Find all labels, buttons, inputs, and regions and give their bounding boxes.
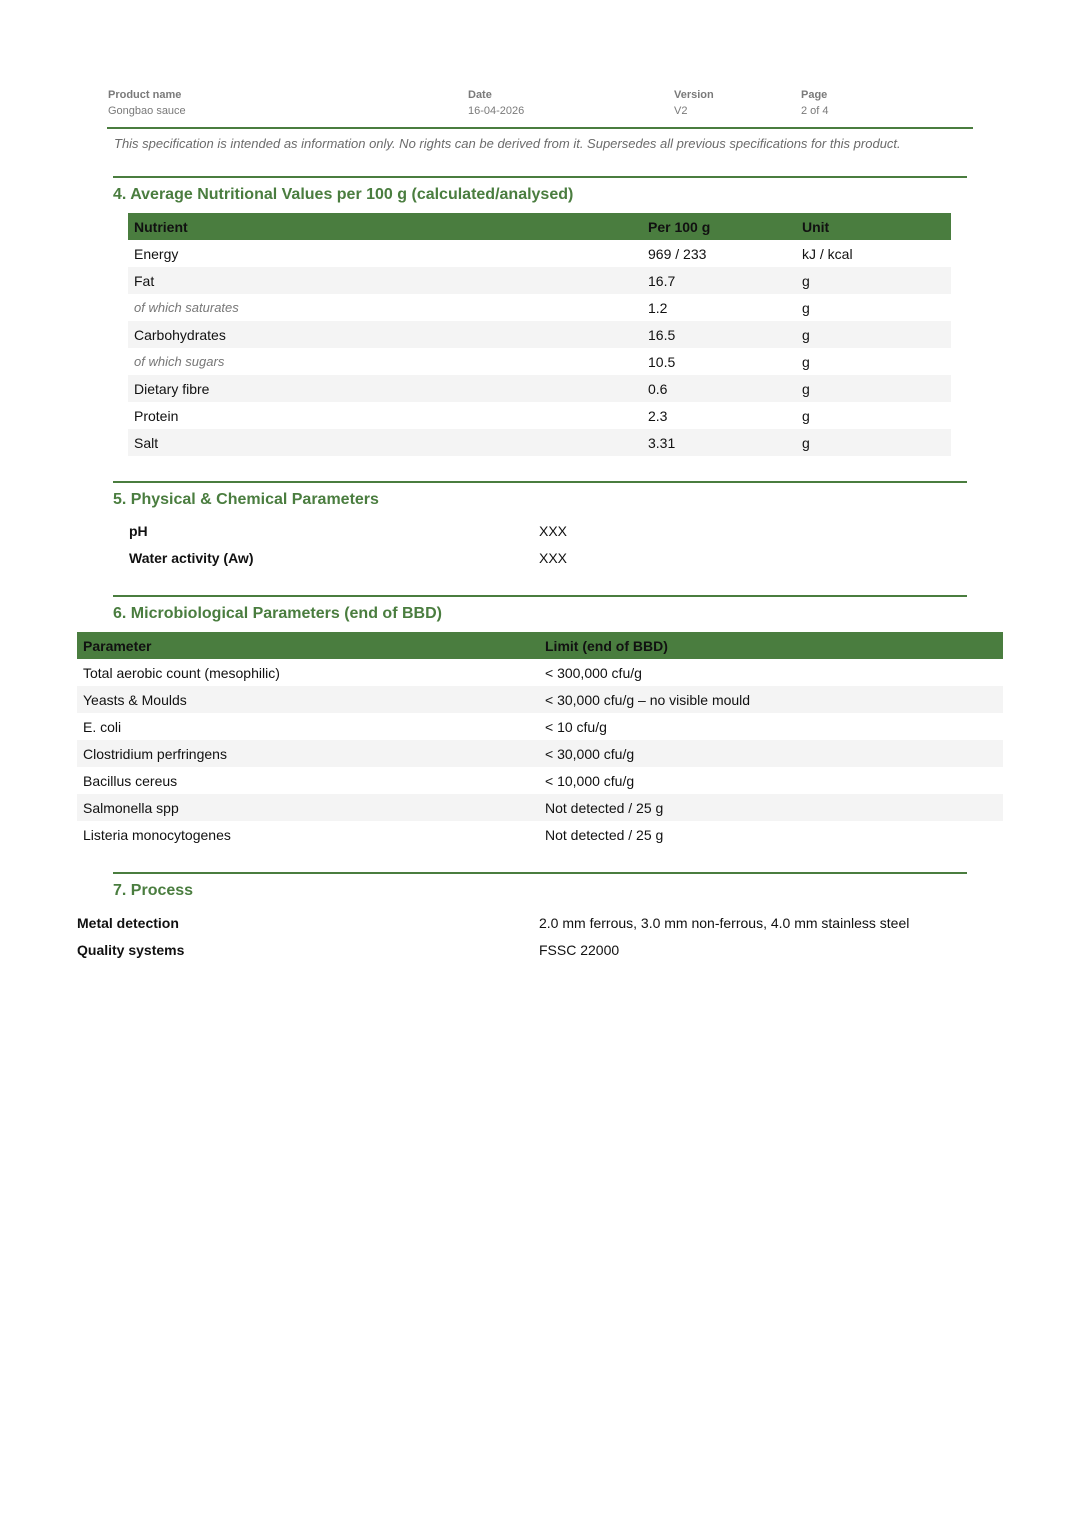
water-activity-label: Water activity (Aw) (129, 550, 254, 566)
nutrient-value: 2.3 (648, 407, 668, 424)
table-row (128, 402, 951, 429)
quality-systems-label: Quality systems (77, 942, 185, 958)
table-row (77, 713, 1003, 740)
nutrient-unit: g (796, 267, 951, 294)
parameter-limit: < 300,000 cfu/g (545, 664, 642, 681)
nutrient-name: Protein (134, 407, 179, 424)
nutrient-name: of which sugars (134, 354, 225, 369)
table-row (128, 348, 951, 375)
nutrient-value: 16.7 (642, 267, 796, 294)
page-value: 2 of 4 (801, 105, 829, 117)
parameter-limit: < 30,000 cfu/g (539, 740, 1003, 767)
section6-divider (113, 595, 967, 597)
nutrition-table (128, 213, 951, 456)
section6-title: 6. Microbiological Parameters (end of BBD) (113, 605, 442, 622)
table-row (128, 321, 951, 348)
nutrient-name: Dietary fibre (128, 375, 642, 402)
table-row (77, 794, 1003, 821)
col-per100: Per 100 g (642, 213, 796, 240)
parameter-name: Yeasts & Moulds (77, 686, 539, 713)
table-row (77, 686, 1003, 713)
micro-header-row (77, 632, 1003, 659)
version-value: V2 (674, 105, 688, 117)
disclaimer: This specification is intended as information only. No rights can be derived from it. Supersedes all previous specifications for this product. (114, 136, 901, 151)
nutrient-value: 0.6 (642, 375, 796, 402)
nutrient-unit: g (796, 429, 951, 456)
metal-detection-label: Metal detection (77, 915, 179, 931)
page-label: Page (801, 89, 828, 101)
product-name-value: Gongbao sauce (108, 105, 186, 117)
section4-title: 4. Average Nutritional Values per 100 g (calculated/analysed) (113, 186, 574, 203)
table-row (128, 294, 951, 321)
col-unit: Unit (796, 213, 951, 240)
nutrient-unit: g (802, 353, 810, 370)
parameter-limit: < 30,000 cfu/g – no visible mould (539, 686, 1003, 713)
parameter-limit: < 10 cfu/g (545, 718, 607, 735)
nutrient-unit: g (796, 375, 951, 402)
parameter-limit: Not detected / 25 g (539, 794, 1003, 821)
microbiology-table (77, 632, 1003, 848)
table-row (128, 375, 951, 402)
nutrient-name: of which saturates (134, 300, 239, 315)
col-nutrient: Nutrient (128, 213, 642, 240)
nutrient-name: Carbohydrates (128, 321, 642, 348)
parameter-limit: Not detected / 25 g (545, 826, 664, 843)
nutrient-value: 16.5 (642, 321, 796, 348)
parameter-name: Listeria monocytogenes (83, 826, 231, 843)
section4-divider (113, 176, 967, 178)
section5-title: 5. Physical & Chemical Parameters (113, 491, 379, 508)
ph-value: XXX (539, 523, 568, 539)
nutrient-value: 1.2 (648, 299, 668, 316)
parameter-name: Total aerobic count (mesophilic) (83, 664, 280, 681)
date-value: 16-04-2026 (468, 105, 525, 117)
parameter-limit: < 10,000 cfu/g (545, 772, 635, 789)
table-row (128, 240, 951, 267)
nutrient-unit: g (802, 299, 810, 316)
parameter-name: Bacillus cereus (83, 772, 178, 789)
product-name-label: Product name (108, 89, 182, 101)
nutrient-value: 10.5 (648, 353, 676, 370)
table-row (128, 267, 951, 294)
section7-divider (113, 872, 967, 874)
nutrient-name: Energy (134, 245, 179, 262)
table-row (77, 767, 1003, 794)
table-row (128, 429, 951, 456)
section7-title: 7. Process (113, 882, 194, 899)
section5-divider (113, 481, 967, 483)
date-label: Date (468, 89, 492, 101)
table-row (77, 659, 1003, 686)
nutrition-header-row (128, 213, 951, 240)
col-parameter: Parameter (77, 632, 539, 659)
nutrient-name: Salt (128, 429, 642, 456)
nutrient-value: 3.31 (642, 429, 796, 456)
metal-detection-value: 2.0 mm ferrous, 3.0 mm non-ferrous, 4.0 mm stainless steel (539, 915, 910, 931)
parameter-name: E. coli (83, 718, 122, 735)
nutrient-value: 969 / 233 (648, 245, 707, 262)
parameter-name: Salmonella spp (77, 794, 539, 821)
table-row (77, 821, 1003, 848)
water-activity-value: XXX (539, 550, 568, 566)
version-label: Version (674, 89, 714, 101)
nutrient-name: Fat (128, 267, 642, 294)
parameter-name: Clostridium perfringens (77, 740, 539, 767)
col-limit: Limit (end of BBD) (539, 632, 1003, 659)
ph-label: pH (129, 523, 148, 539)
header-divider (107, 127, 973, 129)
nutrient-unit: g (802, 407, 810, 424)
table-row (77, 740, 1003, 767)
nutrient-unit: g (796, 321, 951, 348)
quality-systems-value: FSSC 22000 (539, 942, 620, 958)
nutrient-unit: kJ / kcal (802, 245, 853, 262)
